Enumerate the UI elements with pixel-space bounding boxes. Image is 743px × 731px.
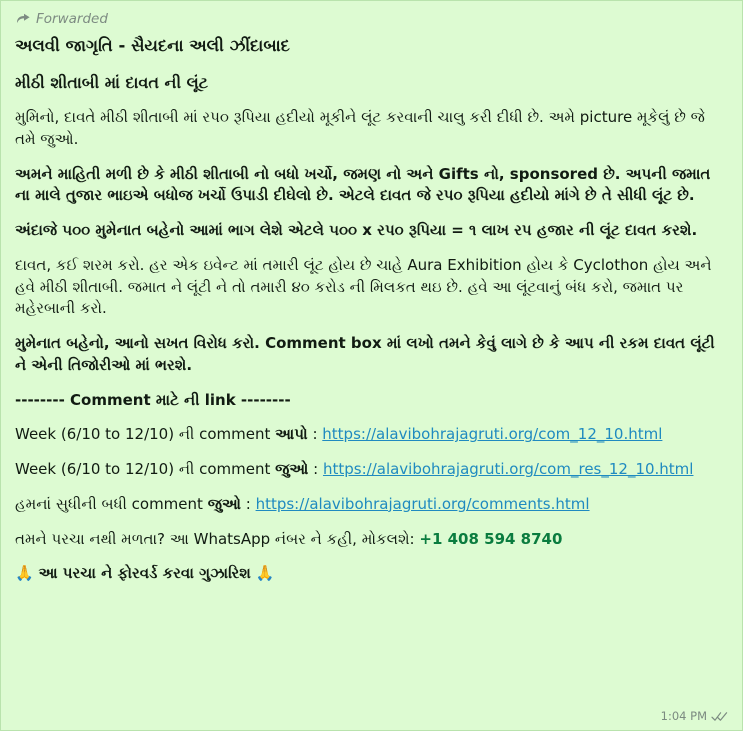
forwarded-indicator (16, 11, 728, 27)
comment-link-url[interactable]: https://alavibohrajagruti.org/com_res_12_10.html (322, 460, 694, 479)
comment-link-keyword: આપો (275, 425, 308, 444)
comment-link-keyword: જુઓ (207, 494, 241, 513)
bubble-left-stripe (1, 1, 6, 730)
message-paragraph: અમને માહિતી મળી છે કે મીઠી શીતાબી નો બધો ખર્ચો, જમણ નો અને Gifts નો, sponsored છે. અપની જમાત ના માલે તુજાર ભાઇએ બધોજ ખર્ચો ઉપાડી દીઘેલો છે. એટલે દાવત જે રપ૦ રૂપિયા હદીયો માંગે છે તે સીધી લૂંટ છે. (15, 164, 711, 205)
message-subtitle: મીઠી શીતાબી માં દાવત ની લૂંટ (15, 72, 209, 92)
message-paragraph: મુમેનાત બહેનો, આનો સખત વિરોધ કરો. Comment box માં લખો તમને કેવું લાગે છે કે આપ ની રકમ દાવત લૂંટી ને એની તિજોરીઓ માં ભરશે. (15, 334, 715, 374)
forwarded-arrow-icon (16, 13, 31, 25)
closing-text: આ પરચા ને ફોરવર્ડ કરવા ગુઝારિશ (38, 564, 251, 583)
comment-link-url[interactable]: https://alavibohrajagruti.org/comments.html (255, 494, 590, 513)
comment-link-row (15, 424, 728, 446)
message-paragraph: અંદાજે ૫૦૦ મુમેનાત બહેનો આમાં ભાગ લેશે એટલે ૫૦૦ x રપ૦ રૂપિયા = ૧ લાખ રપ હજાર ની લૂંટ દાવત કરશે. (15, 221, 698, 240)
double-check-icon (711, 711, 728, 722)
message-paragraph: દાવત, કઈ શરમ કરો. હર એક ઇવેન્ટ માં તમારી લૂંટ હોય છે ચાહે Aura Exhibition હોય કે Cyclothon હોય અને હવે મીઠી શીતાબી. જમાત ને લૂંટી ને તો તમારી ૪૦ કરોડ ની મિલકત થઇ છે. હવે આ લૂંટવાનું બંધ કરો, જમાત પર મહેરબાની કરો. (15, 255, 712, 318)
comment-link-row (15, 459, 728, 481)
comment-link-separator: : (308, 460, 323, 479)
praying-hands-icon-right: 🙏 (255, 564, 275, 583)
message-body (15, 34, 728, 585)
comment-link-prefix: Week (6/10 to 12/10) ની comment (15, 425, 276, 444)
praying-hands-icon-left: 🙏 (15, 564, 34, 583)
comment-link-prefix: હમનાં સુધીની બધી comment (15, 494, 208, 513)
comment-link-row (15, 494, 728, 516)
contact-phone-number[interactable]: +1 408 594 8740 (419, 529, 563, 548)
comment-link-url[interactable]: https://alavibohrajagruti.org/com_12_10.html (322, 425, 663, 444)
message-meta (661, 709, 728, 723)
message-paragraph: મુમિનો, દાવતે મીઠી શીતાબી માં રપ૦ રૂપિયા હદીયો મૂકીને લૂંટ કરવાની ચાલુ કરી દીધી છે. અમે picture મૂકેલું છે જે તમે જુઓ. (15, 108, 705, 148)
forwarded-label: Forwarded (36, 11, 108, 27)
comment-link-separator: : (307, 425, 323, 444)
comment-link-separator: : (240, 494, 256, 513)
message-title: અલવી જાગૃતિ - સૈયદના અલી ઝીંદાબાદ (15, 36, 290, 55)
contact-line-text: તમને પરચા નથી મળતા? આ WhatsApp નંબર ને કહી, મોકલશે: (15, 529, 415, 548)
comment-link-prefix: Week (6/10 to 12/10) ની comment (15, 460, 276, 479)
closing-line (15, 563, 728, 585)
comment-link-header: -------- Comment માટે ની link -------- (15, 390, 291, 409)
contact-line (15, 529, 728, 551)
comment-link-keyword: જુઓ (275, 460, 309, 479)
message-timestamp: 1:04 PM (660, 709, 707, 723)
